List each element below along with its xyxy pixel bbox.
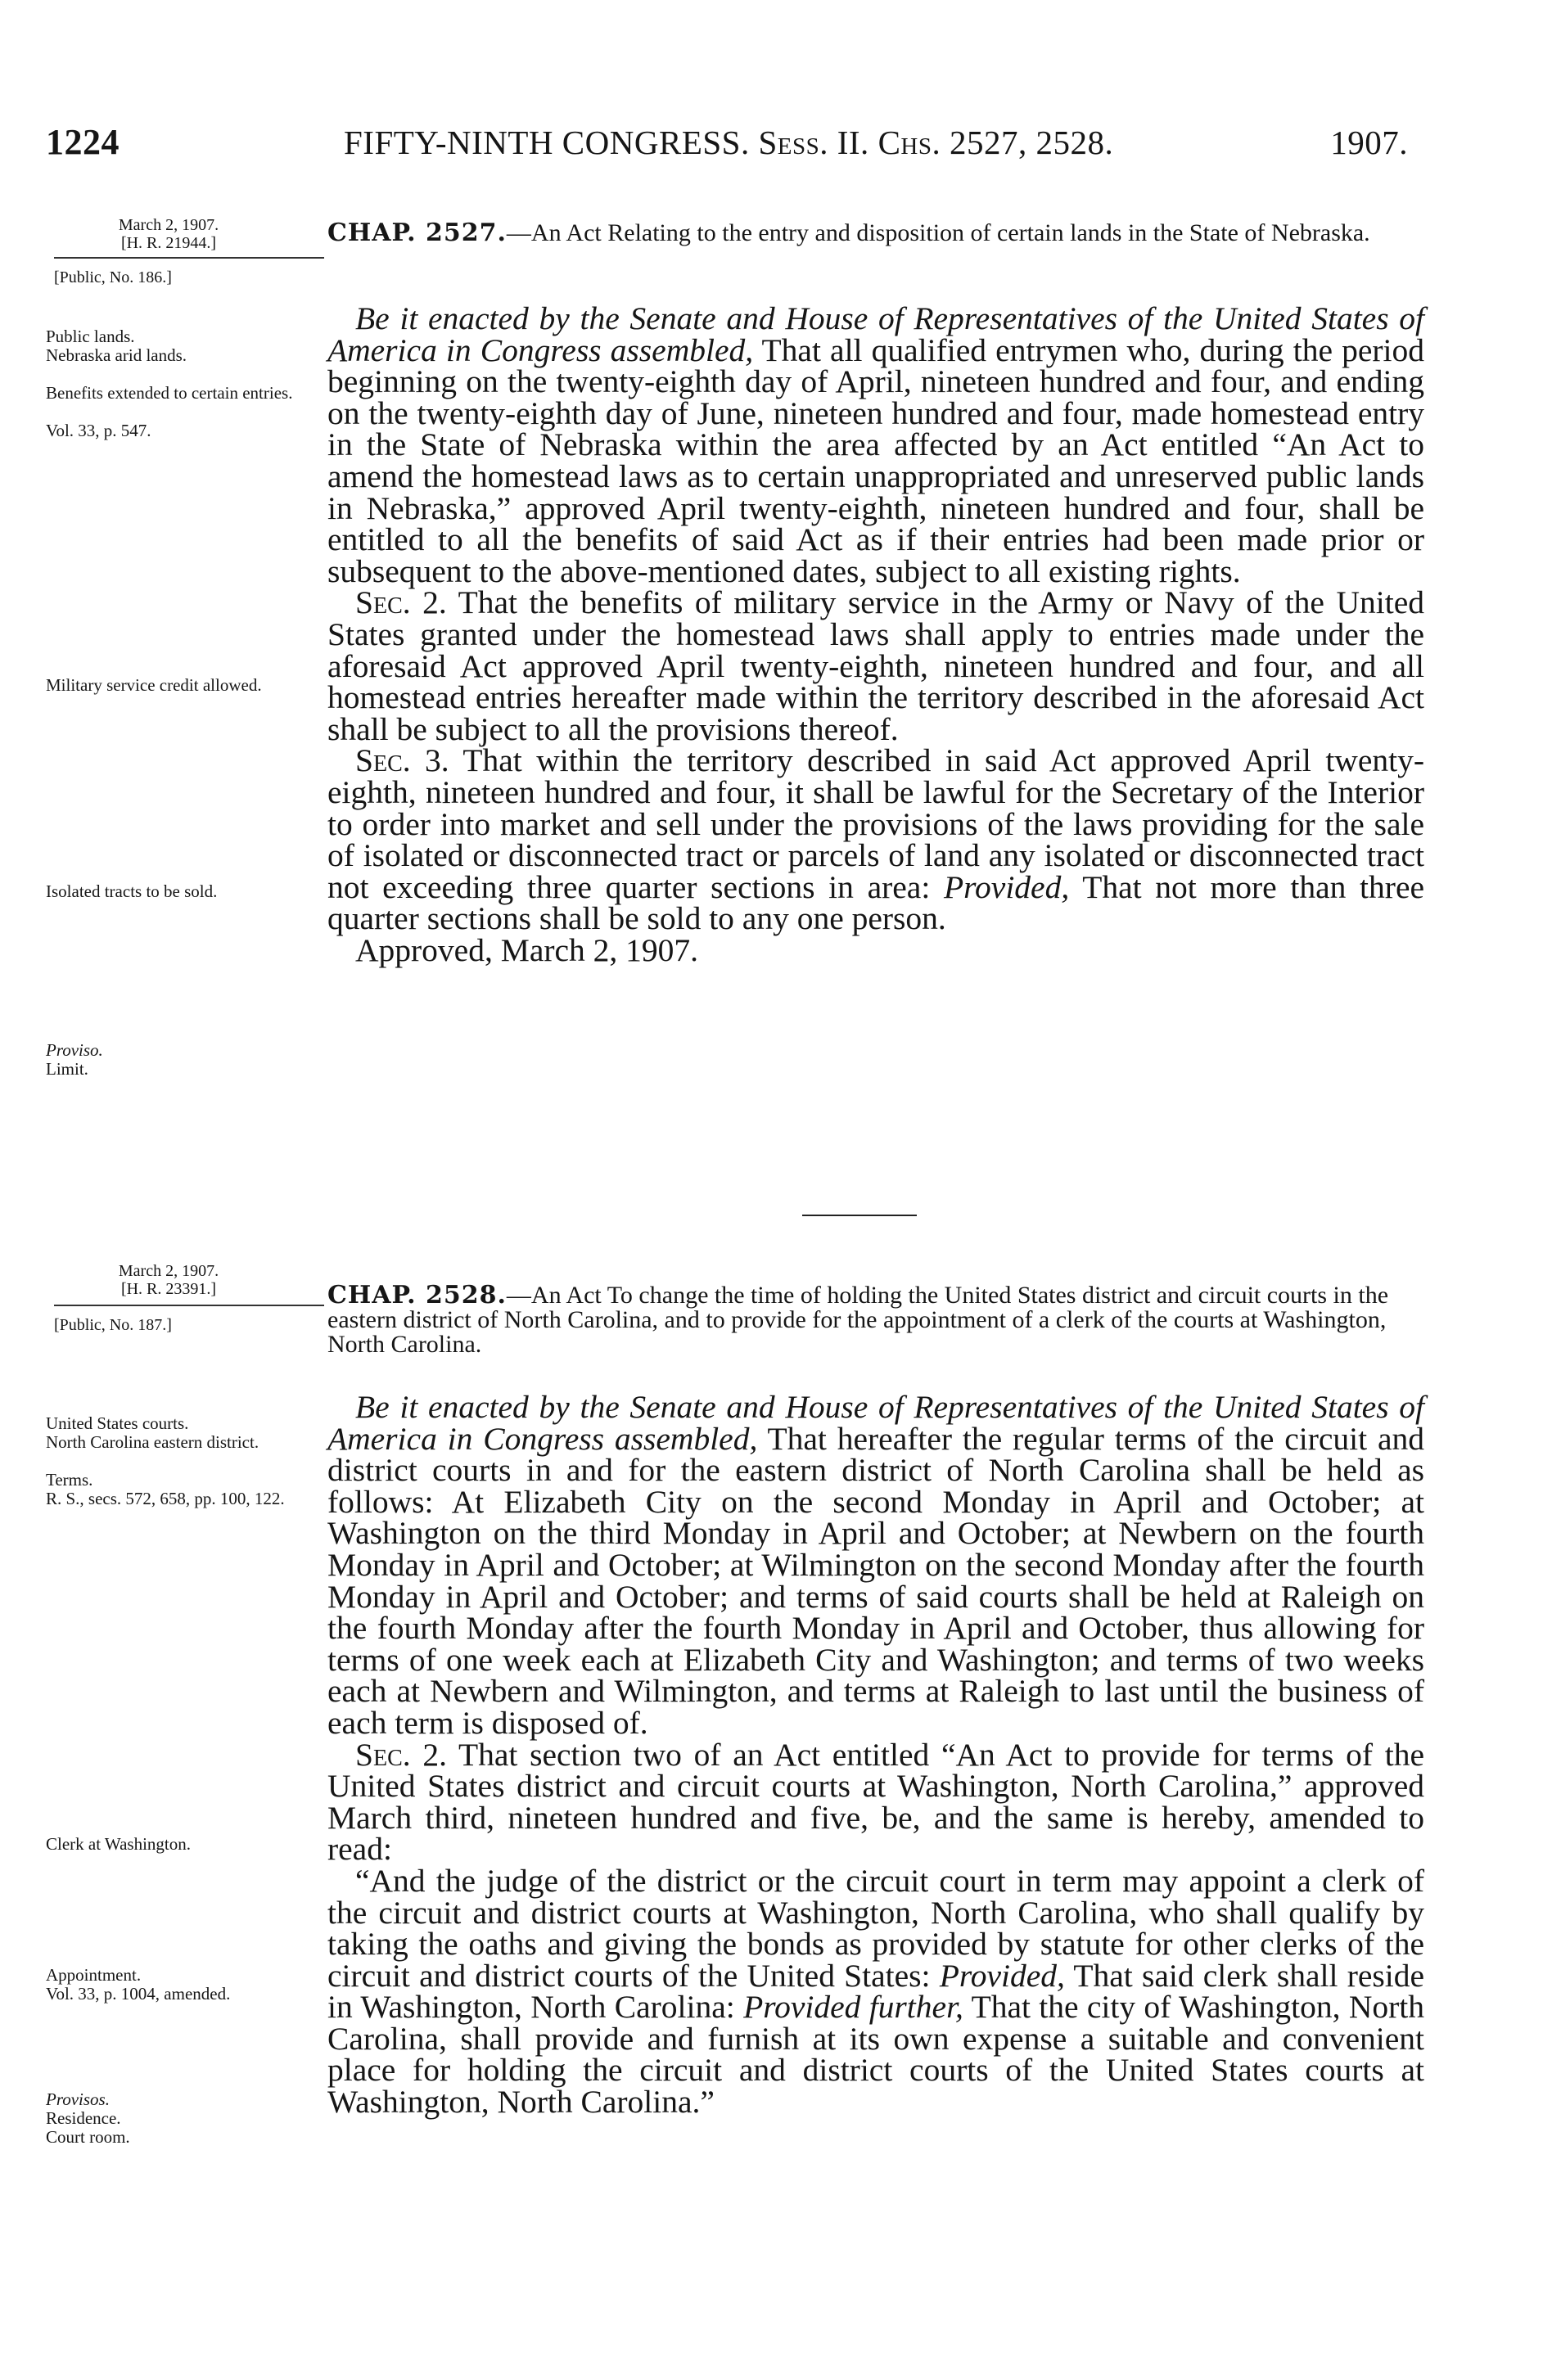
chap2527-title-text: —An Act Relating to the entry and disposition of certain lands in the State of Nebraska. — [506, 219, 1370, 246]
chap2528-title-text: —An Act To change the time of holding the United States district and circuit courts in the eastern district of North Carolina, and to provide for the appointment of a clerk of the courts at Washington, North Carolina. — [327, 1282, 1389, 1358]
note-military-service: Military service credit allowed. — [46, 675, 262, 695]
chap2527-number: CHAP. 2527. — [327, 219, 507, 247]
note-public-lands: Public lands. — [46, 327, 135, 346]
chap2528-quote-text-b: That said clerk shall reside in Washington, North Carolina: — [327, 1957, 1425, 2026]
note-clerk-washington: Clerk at Washington. — [46, 1834, 191, 1854]
note-rs-secs: R. S., secs. 572, 658, pp. 100, 122. — [46, 1489, 285, 1508]
chap2527-sec1-text: That all qualified entrymen who, during the period beginning on the twenty-eighth day of April, nineteen hundred and four, and ending on the twenty-eighth day of June, nineteen hundred and four, made homestead entry in the State of Nebraska within the area affected by an Act entitled “An Act to amend the homestead laws as to certain unappropriated and unreserved public lands in Nebraska,” approved April twenty-eighth, nineteen hundred and four, shall be entitled to all the benefits of said Act as if their entries had been made prior or subsequent to the above-mentioned dates, subject to all existing rights. — [327, 331, 1425, 589]
chap2527-approved: Approved, March 2, 1907. — [355, 931, 699, 968]
note-us-courts: United States courts. — [46, 1413, 189, 1433]
header-title — [344, 123, 1113, 162]
chap2527-sec2-label: Sec. 2. — [355, 584, 447, 621]
chap2527-sec3-label: Sec. 3. — [355, 742, 449, 779]
chap2528-title — [327, 1283, 1424, 1357]
chap2527-public: [Public, No. 186.] — [54, 268, 172, 286]
chap2528-margin-rule — [54, 1305, 324, 1306]
note-vol-33: Vol. 33, p. 547. — [46, 421, 151, 440]
chap2528-quoted-section — [327, 1862, 1425, 2121]
header-congress: FIFTY-NINTH CONGRESS. — [344, 124, 750, 161]
note-terms: Terms. — [46, 1470, 93, 1490]
chap2527-sec3-text-a: That within the territory described in said Act approved April twenty-eighth, nineteen hundred and four, it shall be lawful for the Secretary of the Interior to order into market and sell under the provisions of the laws providing for the sale of isolated or disconnected tract or parcels of land any isolated or disconnected tract not exceeding three quarter sections in area: — [327, 742, 1424, 905]
chap2528-sec2-label: Sec. 2. — [355, 1736, 447, 1773]
header-session: Sess. II. — [758, 124, 869, 161]
note-limit: Limit. — [46, 1059, 88, 1079]
note-nebraska-arid-lands: Nebraska arid lands. — [46, 345, 187, 365]
chap2527-body — [327, 300, 1425, 968]
chap2527-section-1 — [327, 300, 1425, 589]
note-appointment: Appointment. — [46, 1965, 142, 1985]
note-benefits-extended: Benefits extended to certain entries. — [46, 383, 293, 403]
chap2528-quote-text-a: “And the judge of the district or the circuit court in term may appoint a clerk of the circuit and district courts at Washington, North Carolina, who shall qualify by taking the oaths and giving the bonds as provided by statute for other clerks of the circuit and district courts of the United States: — [327, 1862, 1424, 1994]
note-court-room: Court room. — [46, 2127, 130, 2147]
chap2528-quote-provided: Provided, — [939, 1957, 1065, 1994]
chap2527-sec3-text-b: That not more than three quarter sections shall be sold to any one person. — [327, 868, 1425, 937]
chap2528-section-2 — [327, 1736, 1424, 1868]
chap2528-quote-provided-further: Provided further, — [743, 1989, 963, 2026]
note-isolated-tracts: Isolated tracts to be sold. — [46, 881, 218, 901]
page-number: 1224 — [46, 122, 120, 162]
note-provisos: Provisos. — [46, 2089, 110, 2109]
chap2528-public: [Public, No. 187.] — [54, 1316, 172, 1334]
chapter-separator — [802, 1215, 917, 1216]
chap2527-sec3-provided: Provided, — [944, 868, 1070, 905]
note-residence: Residence. — [46, 2108, 121, 2128]
chap2528-body — [327, 1389, 1425, 2121]
chap2528-bill: [H. R. 23391.] — [120, 1280, 217, 1298]
note-nc-eastern-district: North Carolina eastern district. — [46, 1432, 259, 1452]
chap2528-date: March 2, 1907. — [118, 1262, 219, 1280]
running-header — [46, 121, 1408, 174]
chap2527-title — [327, 221, 1424, 246]
note-vol-33-amended: Vol. 33, p. 1004, amended. — [46, 1984, 231, 2004]
chap2528-sec2-text: That section two of an Act entitled “An Act to provide for terms of the United States district and circuit courts at Washington, North Carolina,” approved March third, nineteen hundred and five, be, and the same is hereby, amended to read: — [327, 1736, 1424, 1868]
chap2527-sec2-text: That the benefits of military service in the Army or Navy of the United States granted under the homestead laws shall apply to entries made under the aforesaid Act approved April twenty-eighth, nineteen hundred and four, and all homestead entries hereafter made within the territory described in the aforesaid Act shall be subject to all the provisions thereof. — [327, 584, 1424, 747]
chap2527-margin-rule — [54, 257, 324, 259]
note-proviso: Proviso. — [46, 1040, 103, 1060]
chap2528-sec1-text: That hereafter the regular terms of the circuit and district courts in and for the eastern district of North Carolina shall be held as follows: At Elizabeth City on the second Monday in April and October; at Washington on the third Monday in April and October; at Newbern on the fourth Monday in April and October; at Wilmington on the second Monday after the fourth Monday in April and October; and terms of said courts shall be held at Raleigh on the fourth Monday after the fourth Monday in April and October, thus allowing for terms of one week each at Elizabeth City and Washington; and terms of two weeks each at Newbern and Wilmington, and terms at Raleigh to last until the business of each term is disposed of. — [327, 1420, 1424, 1741]
header-year: 1907. — [1330, 124, 1408, 161]
chap2528-section-1 — [327, 1391, 1424, 1739]
chap2528-quote-text-c: That the city of Washington, North Carolina, shall provide and furnish at its own expense a suitable and convenient place for holding the circuit and district courts of the United States courts at Washington, North Carolina.” — [327, 1989, 1425, 2121]
chap2527-bill: [H. R. 21944.] — [120, 234, 217, 252]
chap2527-section-3 — [327, 742, 1425, 937]
chap2528-enacting-clause: Be it enacted by the Senate and House of Representatives of the United States of America in Congress assembled, — [327, 1389, 1424, 1457]
chap2527-section-2 — [327, 584, 1424, 747]
chap2528-number: CHAP. 2528. — [327, 1281, 507, 1309]
chap2527-date: March 2, 1907. — [118, 216, 219, 234]
chap2527-enacting-clause: Be it enacted by the Senate and House of Representatives of the United States of America in Congress assembled, — [327, 300, 1424, 368]
header-chapters: Chs. 2527, 2528. — [878, 124, 1114, 161]
